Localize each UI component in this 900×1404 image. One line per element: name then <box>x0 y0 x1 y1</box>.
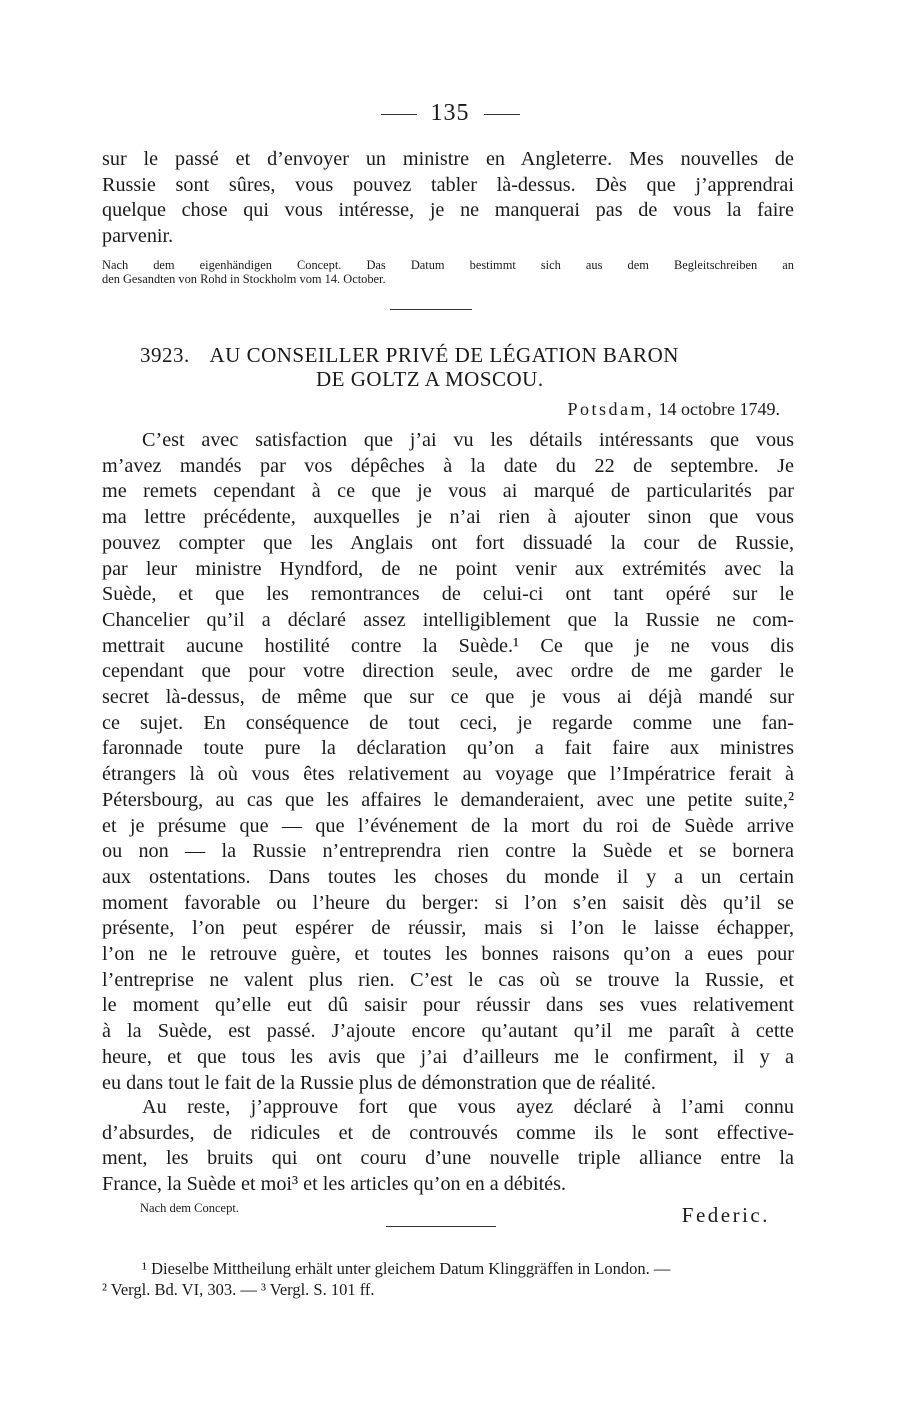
letter.paragraph1-line: l’on ne le retrouve guère, et toutes les bonnes raisons qu’on a eues pour <box>102 943 794 966</box>
footnotes <box>102 1258 794 1300</box>
letter.paragraph1-line: eu dans tout le fait de la Russie plus de démonstration que de réalité. <box>102 1071 656 1094</box>
letter-heading <box>140 343 780 391</box>
top_note.lines-line: den Gesandten von Rohd in Stockholm vom 14. October. <box>102 272 386 286</box>
dateline <box>568 399 781 420</box>
top-paragraph <box>102 147 794 250</box>
letter-paragraph-2 <box>102 1095 794 1198</box>
letter.paragraph1-line: ce sujet. En conséquence de tout ceci, je regarde comme une fan- <box>102 711 794 734</box>
letter.paragraph1-line: à la Suède, est passé. J’ajoute encore qu’autant qu’il me paraît à cette <box>102 1020 794 1043</box>
letter.paragraph2-line: ment, les bruits qui ont couru d’une nouvelle triple alliance entre la <box>102 1147 794 1170</box>
section-divider <box>390 309 472 310</box>
end-divider <box>386 1226 496 1227</box>
top_note.lines-line: Nach dem eigenhändigen Concept. Das Datum bestimmt sich aus dem Begleitschreiben an <box>102 258 794 272</box>
letter-number: 3923. <box>140 343 190 367</box>
footnote-line: ² Vergl. Bd. VI, 303. — ³ Vergl. S. 101 ff. <box>102 1280 375 1299</box>
letter.paragraph1-line: pouvez compter que les Anglais ont fort dissuadé la cour de Russie, <box>102 531 794 554</box>
letter-title-line1: AU CONSEILLER PRIVÉ DE LÉGATION BARON <box>209 343 679 367</box>
letter.paragraph1-line: étrangers là où vous êtes relativement au voyage que l’Impératrice ferait à <box>102 763 794 786</box>
letter.paragraph1-line: Pétersbourg, au cas que les affaires le demanderaient, avec une petite suite,² <box>102 788 794 811</box>
dateline-date: 14 octobre 1749. <box>658 399 780 419</box>
top_paragraph.lines-line: parvenir. <box>102 225 174 248</box>
letter.paragraph1-line: le moment qu’elle eut dû saisir pour réussir dans ses vues relativement <box>102 994 794 1017</box>
letter.paragraph1-line: cependant que pour votre direction seule, avec ordre de me garder le <box>102 660 794 683</box>
letter-title-line2: DE GOLTZ A MOSCOU. <box>316 367 544 391</box>
letter.paragraph1-line: aux ostentations. Dans toutes les choses du monde il y a un certain <box>102 865 794 888</box>
letter.paragraph1-line: C’est avec satisfaction que j’ai vu les détails intéressants que vous <box>142 429 794 451</box>
letter.paragraph1-line: par leur ministre Hyndford, de ne point venir aux extrémités avec la <box>102 557 794 580</box>
signature: Federic. <box>681 1203 770 1227</box>
letter.paragraph1-line: heure, et que tous les avis que j’ai d’ailleurs me le confirment, il y a <box>102 1045 794 1068</box>
page-number-dash-left <box>381 114 417 115</box>
top-note-text <box>102 258 794 286</box>
page-number-dash-right <box>484 114 520 115</box>
letter.paragraph1-line: me remets cependant à ce que je vous ai marqué de particularités par <box>102 480 794 503</box>
letter.paragraph2-line: Au reste, j’approuve fort que vous ayez déclaré à l’ami connu <box>142 1096 794 1118</box>
letter.paragraph1-line: l’entreprise ne valent plus rien. C’est le cas où se trouve la Russie, et <box>102 968 794 991</box>
letter.paragraph1-line: mettrait aucune hostilité contre la Suède.¹ Ce que je ne vous dis <box>102 634 794 657</box>
footnote-line: ¹ Dieselbe Mittheilung erhält unter gleichem Datum Klinggräffen in London. — <box>142 1259 671 1278</box>
page-number: 135 <box>430 100 470 126</box>
letter.paragraph1-line: présente, l’on peut espérer de réussir, mais si l’on le laisse échapper, <box>102 917 794 940</box>
letter-body-paragraph-2 <box>102 1095 794 1198</box>
letter.paragraph1-line: Suède, et que les remontrances de celui-ci ont tant opéré sur le <box>102 583 794 606</box>
letter.paragraph1-line: moment favorable ou l’heure du berger: si l’on s’en saisit dès qu’il se <box>102 891 794 914</box>
source-note: Nach dem Concept. <box>140 1201 239 1215</box>
letter.paragraph1-line: m’avez mandés par vos dépêches à la date du 22 de septembre. Je <box>102 454 794 477</box>
letter.paragraph2-line: d’absurdes, de ridicules et de controuvés comme ils le sont effective- <box>102 1121 794 1144</box>
top_paragraph.lines-line: sur le passé et d’envoyer un ministre en Angleterre. Mes nouvelles de <box>102 148 794 170</box>
letter.paragraph1-line: secret là-dessus, de même que sur ce que je vous ai déjà mandé sur <box>102 686 794 709</box>
letter.paragraph1-line: ou non — la Russie n’entreprendra rien contre la Suède et se bornera <box>102 840 794 863</box>
top_paragraph.lines-line: Russie sont sûres, vous pouvez tabler là-dessus. Dès que j’apprendrai <box>102 173 794 196</box>
dateline-place: Potsdam, <box>567 399 655 419</box>
letter.paragraph1-line: et je présume que — que l’événement de la mort du roi de Suède arrive <box>102 814 794 837</box>
letter-paragraph-1 <box>102 428 794 1096</box>
letter-body-paragraph-1 <box>102 428 794 1096</box>
letter.paragraph2-line: France, la Suède et moi³ et les articles qu’on en a débités. <box>102 1173 567 1196</box>
letter.paragraph1-line: ma lettre précédente, auxquelles je n’ai rien à ajouter sinon que vous <box>102 506 794 529</box>
top-note <box>102 258 794 286</box>
top-paragraph-text <box>102 147 794 250</box>
letter.paragraph1-line: Chancelier qu’il a déclaré assez intelligiblement que la Russie ne com- <box>102 608 794 631</box>
top_paragraph.lines-line: quelque chose qui vous intéresse, je ne manquerai pas de vous la faire <box>102 199 794 222</box>
page-number-line <box>0 100 900 127</box>
letter.paragraph1-line: faronnade toute pure la déclaration qu’on a fait faire aux ministres <box>102 737 794 760</box>
